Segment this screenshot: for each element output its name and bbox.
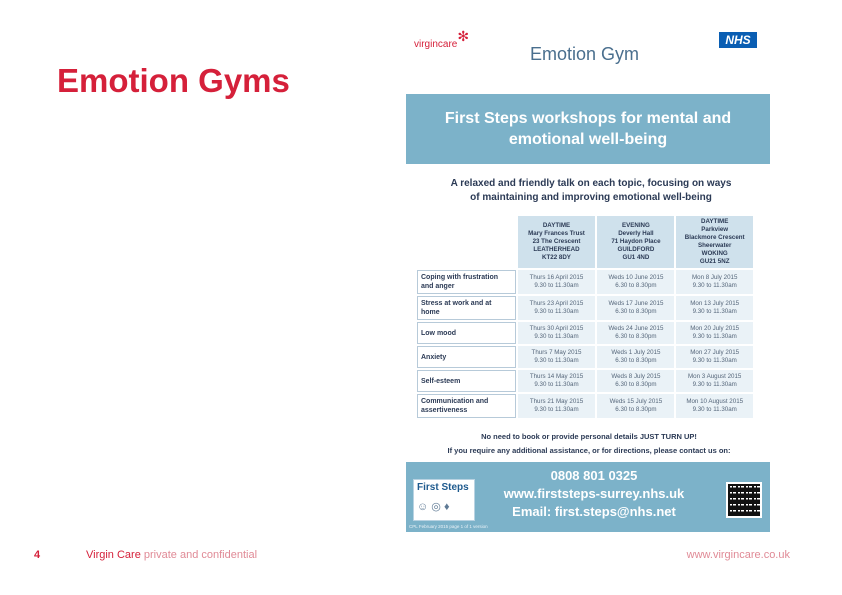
session-cell — [518, 270, 596, 294]
column-header — [518, 216, 596, 268]
session-time: 6.30 to 8.30pm — [615, 381, 657, 388]
table-row — [417, 270, 753, 294]
poster-intro — [436, 177, 746, 205]
session-cell — [597, 270, 674, 294]
session-time: 6.30 to 8.30pm — [615, 282, 657, 289]
column-address: 23 The Crescent — [532, 238, 581, 245]
row-topic: Self-esteem — [417, 370, 516, 392]
column-header — [597, 216, 674, 268]
contact-email[interactable]: Email: first.steps@nhs.net — [512, 504, 676, 519]
nhs-logo: NHS — [719, 32, 757, 48]
first-steps-logo — [413, 479, 475, 521]
table-row — [417, 370, 753, 392]
session-date: Thurs 7 May 2015 — [531, 349, 582, 356]
session-time: 6.30 to 8.30pm — [615, 333, 657, 340]
contact-panel — [406, 462, 770, 532]
poster-banner — [406, 94, 770, 164]
session-date: Mon 20 July 2015 — [690, 325, 740, 332]
qr-code-icon — [726, 482, 762, 518]
session-time: 9.30 to 11.30am — [692, 308, 737, 315]
session-time: 9.30 to 11.30am — [692, 333, 737, 340]
session-time: 9.30 to 11.30am — [692, 282, 737, 289]
session-date: Thurs 21 May 2015 — [529, 398, 584, 405]
session-date: Weds 8 July 2015 — [611, 373, 661, 380]
session-time: 9.30 to 11.30am — [534, 282, 579, 289]
footer-url[interactable]: www.virgincare.co.uk — [686, 549, 790, 561]
footer-text — [86, 549, 257, 561]
emotion-gym-title: Emotion Gym — [530, 44, 640, 64]
session-cell — [676, 394, 753, 418]
session-time: 9.30 to 11.30am — [534, 333, 579, 340]
session-date: Weds 15 July 2015 — [609, 398, 663, 405]
session-date: Thurs 30 April 2015 — [529, 325, 584, 332]
banner-line-1: First Steps workshops for mental and — [444, 110, 732, 127]
column-address: Blackmore Crescent — [684, 234, 745, 241]
column-address: Sheerwater — [698, 242, 732, 249]
session-date: Mon 13 July 2015 — [690, 300, 740, 307]
row-topic: Low mood — [417, 322, 516, 344]
row-topic: Stress at work and at home — [417, 296, 516, 320]
column-time: EVENING — [621, 222, 650, 229]
session-date: Mon 10 August 2015 — [686, 398, 744, 405]
session-date: Thurs 23 April 2015 — [529, 300, 584, 307]
session-date: Weds 10 June 2015 — [608, 274, 664, 281]
column-address: 71 Haydon Place — [611, 238, 661, 245]
row-topic: Communication and assertiveness — [417, 394, 516, 418]
session-date: Weds 24 June 2015 — [608, 325, 664, 332]
session-date: Thurs 16 April 2015 — [529, 274, 584, 281]
column-address: LEATHERHEAD — [533, 246, 580, 253]
row-topic: Coping with frustration and anger — [417, 270, 516, 294]
table-row — [417, 394, 753, 418]
workshop-schedule-table — [415, 214, 755, 420]
session-date: Mon 8 July 2015 — [691, 274, 738, 281]
column-time: DAYTIME — [701, 218, 729, 225]
column-header — [676, 216, 753, 268]
session-date: Mon 3 August 2015 — [688, 373, 742, 380]
session-time: 9.30 to 11.30am — [534, 357, 579, 364]
intro-line-2: of maintaining and improving emotional well-being — [470, 192, 712, 203]
session-cell — [518, 322, 596, 344]
session-date: Weds 1 July 2015 — [611, 349, 661, 356]
session-cell — [518, 370, 596, 392]
session-date: Weds 17 June 2015 — [608, 300, 664, 307]
session-cell — [597, 322, 674, 344]
column-address: GU21 5NZ — [699, 258, 730, 265]
session-date: Thurs 14 May 2015 — [529, 373, 584, 380]
column-venue: Parkview — [701, 226, 729, 233]
assistance-notice: If you require any additional assistance, or for directions, please contact us on: — [447, 446, 731, 455]
first-steps-logo-text: First Steps — [417, 482, 469, 493]
session-cell — [518, 394, 596, 418]
session-time: 9.30 to 11.30am — [534, 308, 579, 315]
people-icons: ☺ ◎ ♦ — [417, 501, 450, 513]
session-date: Mon 27 July 2015 — [690, 349, 740, 356]
poster-reference: CPL February 2015 page 1 of 1 version — [409, 524, 488, 529]
no-booking-notice: No need to book or provide personal details JUST TURN UP! — [481, 432, 697, 441]
banner-line-2: emotional well-being — [508, 131, 668, 148]
session-time: 6.30 to 8.30pm — [615, 308, 657, 315]
session-cell — [597, 370, 674, 392]
footer-note: private and confidential — [143, 549, 258, 561]
session-time: 9.30 to 11.30am — [534, 381, 579, 388]
table-row — [417, 322, 753, 344]
column-venue: Deverly Hall — [618, 230, 654, 237]
session-cell — [597, 346, 674, 368]
contact-phone[interactable]: 0808 801 0325 — [550, 468, 638, 483]
column-venue: Mary Frances Trust — [528, 230, 585, 237]
schedule-header-row — [417, 216, 753, 268]
contact-website[interactable]: www.firststeps-surrey.nhs.uk — [503, 486, 685, 501]
session-cell — [597, 296, 674, 320]
row-topic: Anxiety — [417, 346, 516, 368]
session-cell — [518, 296, 596, 320]
session-cell — [676, 370, 753, 392]
session-time: 9.30 to 11.30am — [692, 381, 737, 388]
session-cell — [676, 346, 753, 368]
session-cell — [518, 346, 596, 368]
table-row — [417, 346, 753, 368]
column-address: KT22 8DY — [542, 254, 571, 261]
virgin-care-logo — [414, 28, 470, 51]
session-cell — [597, 394, 674, 418]
slide-title: Emotion Gyms — [57, 62, 290, 99]
session-cell — [676, 322, 753, 344]
header-corner — [417, 216, 516, 268]
table-row — [417, 296, 753, 320]
emotion-gym-poster — [396, 25, 782, 532]
session-time: 6.30 to 8.30pm — [615, 406, 657, 413]
session-time: 9.30 to 11.30am — [534, 406, 579, 413]
virgin-care-logo-text: virgincare — [414, 39, 458, 50]
footer-brand: Virgin Care — [86, 549, 141, 561]
session-time: 9.30 to 11.30am — [692, 357, 737, 364]
page-number: 4 — [34, 549, 41, 561]
session-cell — [676, 296, 753, 320]
session-time: 6.30 to 8.30pm — [615, 357, 657, 364]
column-time: DAYTIME — [542, 222, 571, 229]
session-cell — [676, 270, 753, 294]
column-address: GU1 4ND — [622, 254, 650, 261]
column-address: GUILDFORD — [617, 246, 655, 253]
flower-icon: ✻ — [457, 28, 470, 44]
column-address: WOKING — [701, 250, 728, 257]
intro-line-1: A relaxed and friendly talk on each topic, focusing on ways — [450, 178, 732, 189]
session-time: 9.30 to 11.30am — [692, 406, 737, 413]
